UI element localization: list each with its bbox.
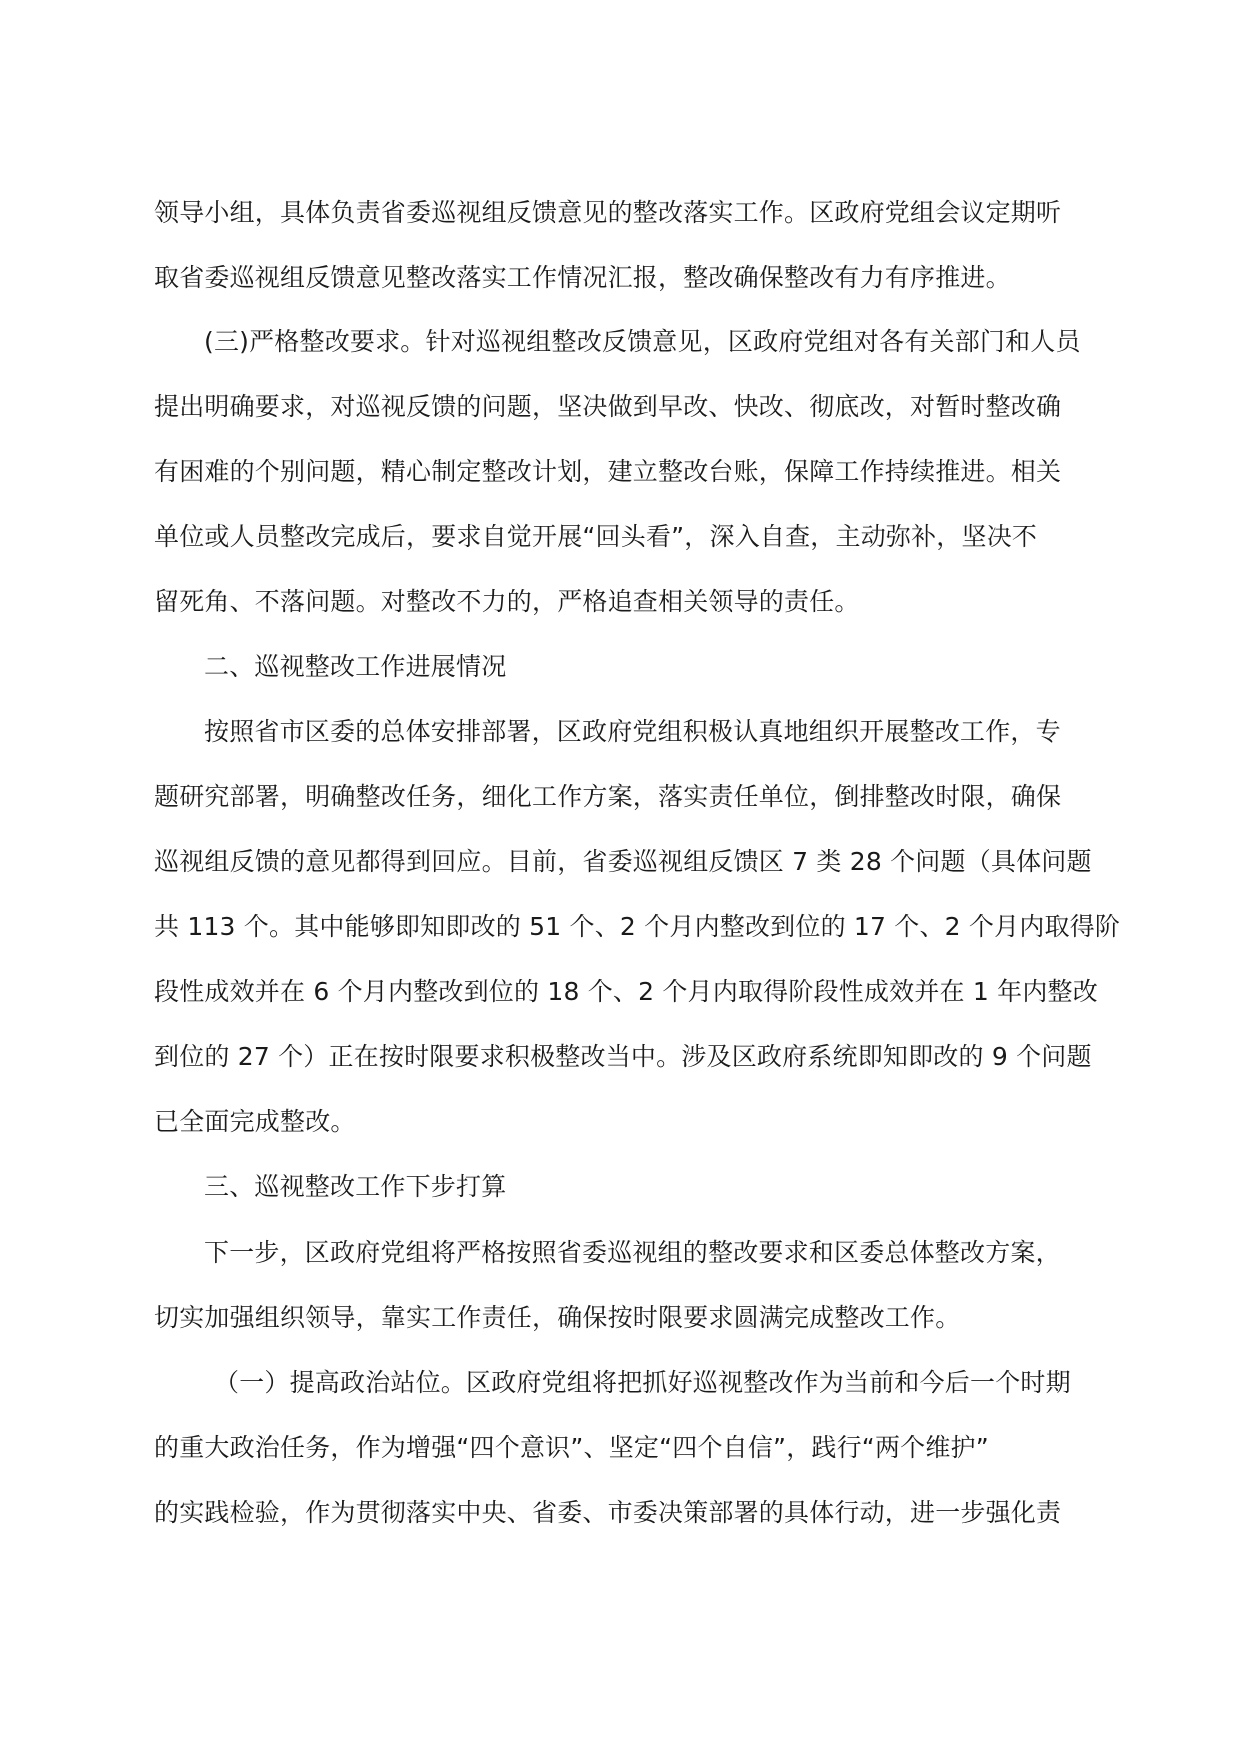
body-text-line: 切实加强组织领导，靠实工作责任，确保按时限要求圆满完成整改工作。 <box>154 1303 961 1332</box>
body-text-line: 有困难的个别问题，精心制定整改计划，建立整改台账，保障工作持续推进。相关 <box>154 457 1062 486</box>
body-text-line: 按照省市区委的总体安排部署，区政府党组积极认真地组织开展整改工作，专 <box>204 717 1061 746</box>
paragraph-heading-line: （一）提高政治站位。区政府党组将把抓好巡视整改作为当前和今后一个时期 <box>214 1368 1071 1397</box>
body-text-line: 巡视组反馈的意见都得到回应。目前，省委巡视组反馈区 7 类 28 个问题（具体问题 <box>154 847 1092 876</box>
body-text-line: 共 113 个。其中能够即知即改的 51 个、2 个月内整改到位的 17 个、2 个月内取得阶 <box>154 912 1121 941</box>
section-heading: 三、巡视整改工作下步打算 <box>204 1172 507 1201</box>
body-text-line: 取省委巡视组反馈意见整改落实工作情况汇报，整改确保整改有力有序推进。 <box>154 263 1011 292</box>
body-text-line: 提出明确要求，对巡视反馈的问题，坚决做到早改、快改、彻底改，对暂时整改确 <box>154 392 1062 421</box>
body-text-line: 已全面完成整改。 <box>154 1107 356 1136</box>
paragraph-heading-line: (三)严格整改要求。针对巡视组整改反馈意见，区政府党组对各有关部门和人员 <box>204 327 1081 356</box>
body-text-line: 段性成效并在 6 个月内整改到位的 18 个、2 个月内取得阶段性成效并在 1 年内整改 <box>154 977 1098 1006</box>
section-heading: 二、巡视整改工作进展情况 <box>204 652 507 681</box>
body-text-line: 下一步，区政府党组将严格按照省委巡视组的整改要求和区委总体整改方案， <box>204 1238 1061 1267</box>
body-text-line: 领导小组，具体负责省委巡视组反馈意见的整改落实工作。区政府党组会议定期听 <box>154 198 1062 227</box>
body-text-line: 的重大政治任务，作为增强“四个意识”、坚定“四个自信”，践行“两个维护” <box>154 1433 989 1462</box>
body-text-line: 留死角、不落问题。对整改不力的，严格追查相关领导的责任。 <box>154 587 860 616</box>
body-text-line: 的实践检验，作为贯彻落实中央、省委、市委决策部署的具体行动，进一步强化责 <box>154 1498 1062 1527</box>
body-text-line: 单位或人员整改完成后，要求自觉开展“回头看”，深入自查，主动弥补，坚决不 <box>154 522 1038 551</box>
body-text-line: 题研究部署，明确整改任务，细化工作方案，落实责任单位，倒排整改时限，确保 <box>154 782 1062 811</box>
body-text-line: 到位的 27 个）正在按时限要求积极整改当中。涉及区政府系统即知即改的 9 个问题 <box>154 1042 1092 1071</box>
